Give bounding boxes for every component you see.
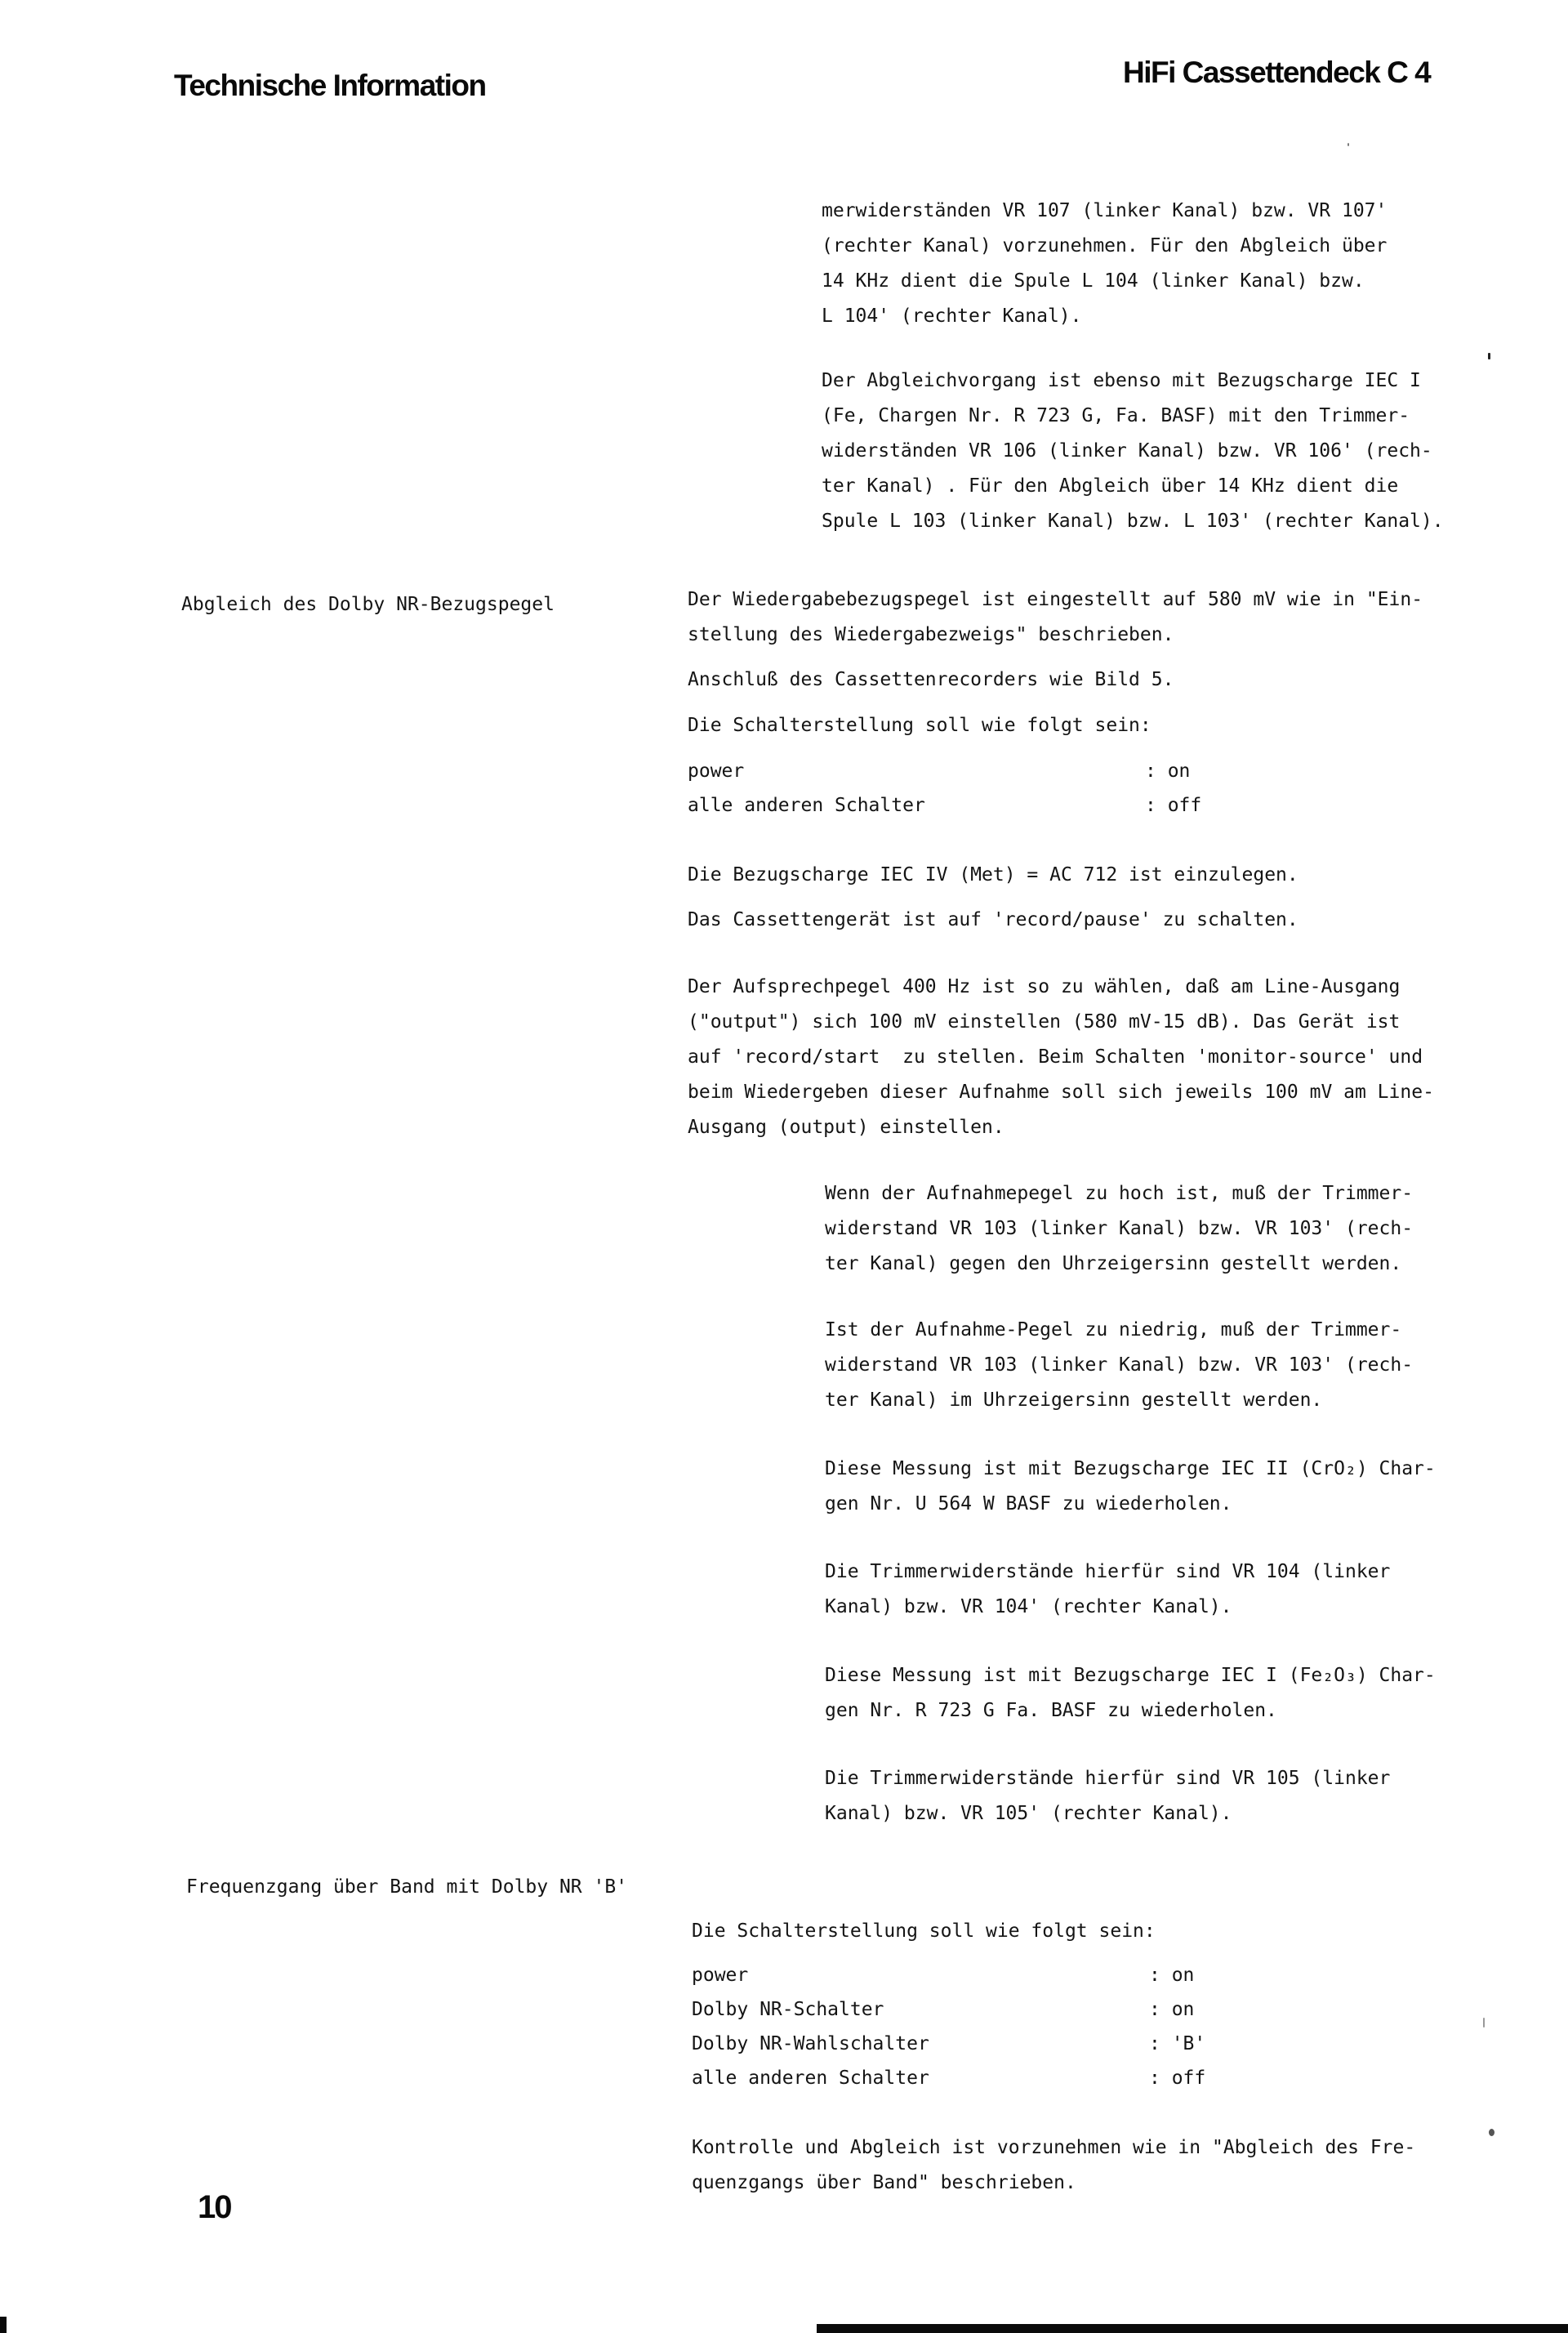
dolby-intro-paragraph [688, 582, 1423, 653]
text-line: Die Trimmerwiderstände hierfür sind VR 105 (linker [825, 1768, 1391, 1789]
switch-name: Dolby NR-Schalter [692, 1999, 884, 2020]
text-line: Diese Messung ist mit Bezugscharge IEC I (Fe₂O₃) Char- [825, 1665, 1436, 1686]
section-label-dolby-level [181, 587, 555, 622]
text-line: widerstand VR 103 (linker Kanal) bzw. VR 103' (rech- [825, 1354, 1414, 1376]
switch-setting-row [688, 788, 1201, 823]
text-line: stellung des Wiedergabezweigs" beschrieben. [688, 624, 1174, 645]
text-line: Wenn der Aufnahmepegel zu hoch ist, muß der Trimmer- [825, 1183, 1414, 1204]
switch-value: : off [1145, 795, 1202, 816]
text-line: ter Kanal) im Uhrzeigersinn gestellt werden. [825, 1390, 1323, 1411]
text-line: Der Aufsprechpegel 400 Hz ist so zu wählen, daß am Line-Ausgang [688, 976, 1401, 997]
switch-name: alle anderen Schalter [688, 795, 925, 816]
text-line: widerstand VR 103 (linker Kanal) bzw. VR 103' (rech- [825, 1218, 1414, 1239]
switch-value: : on [1149, 1999, 1195, 2020]
indented-paragraph-fe2o3 [825, 1658, 1436, 1729]
section-label-text: Abgleich des Dolby NR-Bezugspegel [181, 594, 555, 615]
text-line: Die Schalterstellung soll wie folgt sein: [688, 715, 1152, 736]
section-label-text: Frequenzgang über Band mit Dolby NR 'B' [186, 1876, 628, 1898]
header-right-title: HiFi Cassettendeck C 4 [1123, 56, 1431, 89]
continued-paragraph-2 [822, 364, 1444, 539]
text-line: gen Nr. R 723 G Fa. BASF zu wiederholen. [825, 1700, 1277, 1721]
text-line: Die Schalterstellung soll wie folgt sein: [692, 1920, 1156, 1942]
text-line: Kanal) bzw. VR 105' (rechter Kanal). [825, 1803, 1232, 1824]
switch-settings-list [688, 754, 1201, 823]
text-line: Diese Messung ist mit Bezugscharge IEC II (CrO₂) Char- [825, 1458, 1436, 1479]
insert-cassette-text [688, 858, 1298, 893]
closing-paragraph [692, 2130, 1415, 2201]
text-line: Das Cassettengerät ist auf 'record/pause' zu schalten. [688, 909, 1298, 930]
scan-speck [1348, 143, 1349, 146]
scan-speck [1488, 353, 1490, 359]
scan-speck [1489, 2129, 1494, 2136]
indented-paragraph-vr105 [825, 1761, 1390, 1831]
page-number: 10 [198, 2189, 231, 2225]
text-line: Kanal) bzw. VR 104' (rechter Kanal). [825, 1596, 1232, 1617]
scan-edge-bar [817, 2324, 1568, 2333]
text-line: ter Kanal) . Für den Abgleich über 14 KHz dient die [822, 475, 1399, 497]
switch-intro-text [692, 1914, 1156, 1949]
text-line: (Fe, Chargen Nr. R 723 G, Fa. BASF) mit den Trimmer- [822, 405, 1410, 426]
text-line: L 104' (rechter Kanal). [822, 306, 1082, 327]
text-line: widerständen VR 106 (linker Kanal) bzw. VR 106' (rech- [822, 440, 1432, 462]
switch-name: Dolby NR-Wahlschalter [692, 2033, 929, 2054]
switch-setting-row [692, 1958, 1205, 1992]
text-line: beim Wiedergeben dieser Aufnahme soll sich jeweils 100 mV am Line- [688, 1082, 1434, 1103]
switch-value: : on [1149, 1965, 1195, 1986]
record-pause-text [688, 903, 1298, 938]
indented-paragraph-too-high [825, 1176, 1413, 1282]
text-line: Ist der Aufnahme-Pegel zu niedrig, muß der Trimmer- [825, 1319, 1402, 1340]
switch-setting-row [692, 2061, 1205, 2095]
switch-settings-list [692, 1958, 1205, 2095]
text-line: gen Nr. U 564 W BASF zu wiederholen. [825, 1493, 1232, 1514]
text-line: auf 'record/start zu stellen. Beim Schalten 'monitor-source' und [688, 1046, 1423, 1068]
text-line: 14 KHz dient die Spule L 104 (linker Kanal) bzw. [822, 270, 1365, 292]
switch-value: : off [1149, 2068, 1206, 2089]
text-line: ter Kanal) gegen den Uhrzeigersinn gestellt werden. [825, 1253, 1402, 1274]
connection-text [688, 662, 1174, 698]
indented-paragraph-cro2 [825, 1452, 1436, 1522]
indented-paragraph-too-low [825, 1313, 1413, 1418]
switch-value: : 'B' [1149, 2033, 1206, 2054]
text-line: merwiderständen VR 107 (linker Kanal) bzw. VR 107' [822, 200, 1388, 221]
switch-intro-text [688, 708, 1152, 743]
section-label-frequency-response [186, 1870, 627, 1905]
text-line: Anschluß des Cassettenrecorders wie Bild 5. [688, 669, 1174, 690]
switch-name: alle anderen Schalter [692, 2068, 929, 2089]
text-line: Ausgang (output) einstellen. [688, 1117, 1004, 1138]
indented-paragraph-vr104 [825, 1555, 1390, 1625]
recording-level-paragraph [688, 970, 1434, 1145]
text-line: quenzgangs über Band" beschrieben. [692, 2172, 1076, 2193]
text-line: Die Bezugscharge IEC IV (Met) = AC 712 ist einzulegen. [688, 864, 1298, 885]
text-line: Der Abgleichvorgang ist ebenso mit Bezugscharge IEC I [822, 370, 1421, 391]
switch-value: : on [1145, 761, 1191, 782]
header-left-title: Technische Information [174, 69, 486, 102]
scan-edge-bar-left [0, 2317, 7, 2333]
switch-setting-row [692, 2027, 1205, 2061]
switch-name: power [688, 761, 745, 782]
text-line: Die Trimmerwiderstände hierfür sind VR 104 (linker [825, 1561, 1391, 1582]
switch-setting-row [692, 1992, 1205, 2027]
text-line: Spule L 103 (linker Kanal) bzw. L 103' (rechter Kanal). [822, 511, 1444, 532]
text-line: Kontrolle und Abgleich ist vorzunehmen wie in "Abgleich des Fre- [692, 2137, 1416, 2158]
scan-speck [1483, 2018, 1485, 2027]
text-line: Der Wiedergabebezugspegel ist eingestellt auf 580 mV wie in "Ein- [688, 589, 1423, 610]
continued-paragraph-1 [822, 194, 1387, 334]
switch-name: power [692, 1965, 749, 1986]
text-line: ("output") sich 100 mV einstellen (580 mV-15 dB). Das Gerät ist [688, 1011, 1401, 1033]
switch-setting-row [688, 754, 1201, 788]
text-line: (rechter Kanal) vorzunehmen. Für den Abgleich über [822, 235, 1388, 256]
